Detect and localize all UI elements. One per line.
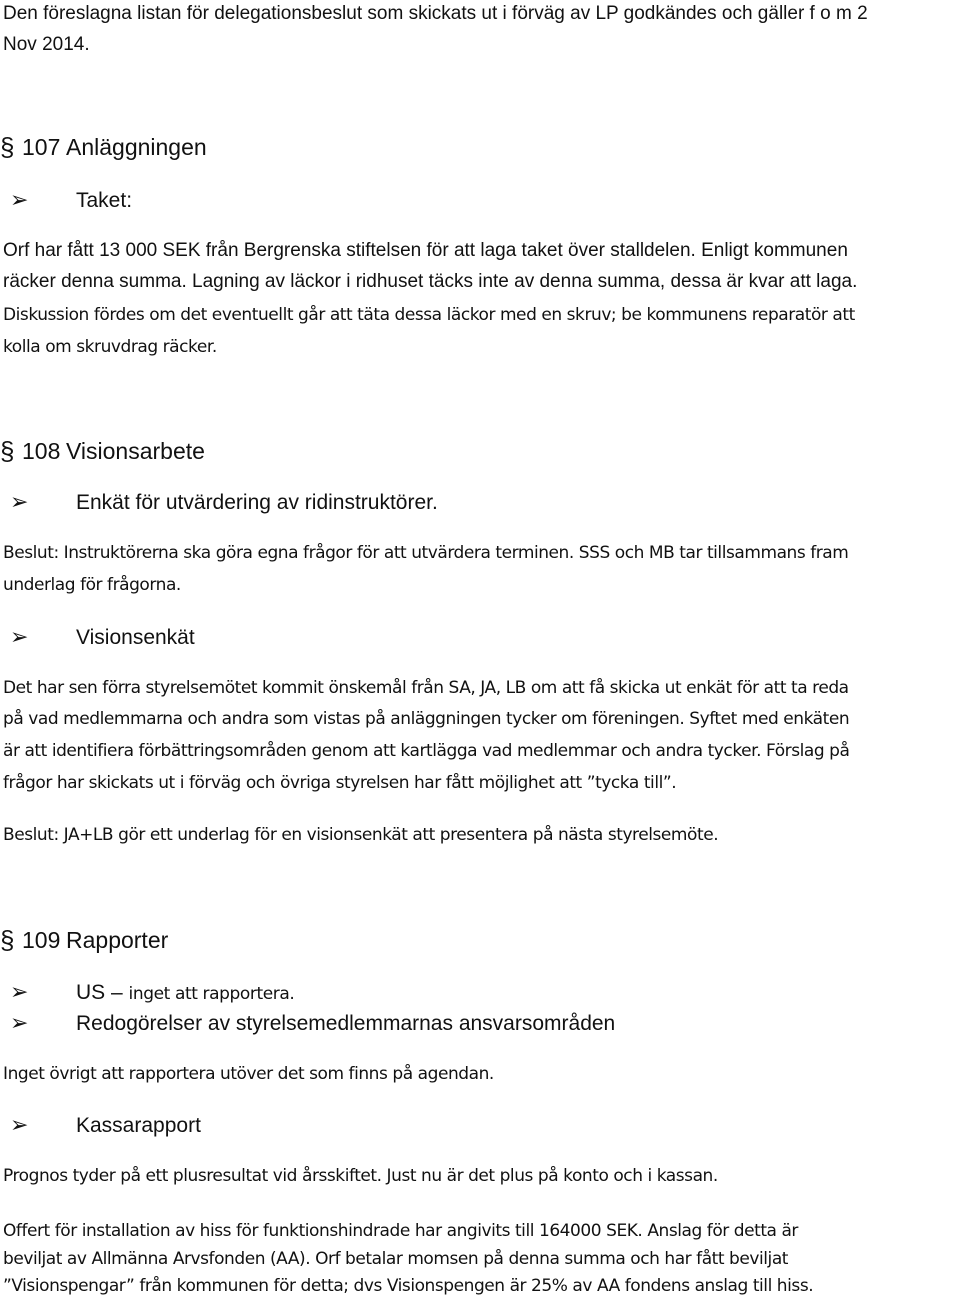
section-sign-icon: § [0, 925, 15, 955]
s108-p3: Beslut: JA+LB gör ett underlag för en visionsenkät att presentera på nästa styrelsemöte. [3, 825, 719, 845]
section-109-heading [0, 925, 168, 955]
s109-p2: Prognos tyder på ett plusresultat vid årsskiftet. Just nu är det plus på konto och i kassan. [3, 1166, 718, 1186]
s107-p1-line-2: räcker denna summa. Lagning av läckor i ridhuset täcks inte av denna summa, dessa är kvar att laga. [3, 271, 858, 292]
s108-p1-line-1: Beslut: Instruktörerna ska göra egna frågor för att utvärdera terminen. SSS och MB tar tillsammans fram [3, 543, 849, 563]
intro-line-1: Den föreslagna listan för delegationsbeslut som skickats ut i förväg av LP godkändes och gäller f o m 2 [3, 3, 868, 24]
arrow-bullet-icon: ➢ [10, 489, 29, 514]
section-number: 109 [22, 927, 61, 953]
arrow-bullet-icon: ➢ [10, 1010, 29, 1035]
section-number: 108 [22, 438, 61, 464]
arrow-bullet-icon: ➢ [10, 979, 29, 1004]
bullet-text: Kassarapport [76, 1114, 201, 1137]
arrow-bullet-icon: ➢ [10, 1112, 29, 1137]
s108-p1-line-2: underlag för frågorna. [3, 575, 181, 595]
bullet-text: US – [76, 981, 123, 1004]
section-title: Anläggningen [66, 134, 207, 160]
section-108-heading [0, 436, 205, 466]
bullet-subtext: inget att rapportera. [128, 984, 295, 1004]
s108-p2-line-4: frågor har skickats ut i förväg och övriga styrelsen har fått möjlighet att ”tycka till”. [3, 773, 677, 793]
s107-p1-line-4: kolla om skruvdrag räcker. [3, 337, 217, 357]
s109-p3-line-2: beviljat av Allmänna Arvsfonden (AA). Orf betalar momsen på denna summa och har fått beviljat [3, 1249, 789, 1269]
bullet-text: Enkät för utvärdering av ridinstruktörer. [76, 491, 438, 514]
section-sign-icon: § [0, 132, 15, 162]
section-title: Visionsarbete [66, 438, 205, 464]
bullet-text: Taket: [76, 189, 133, 212]
s108-p2-line-1: Det har sen förra styrelsemötet kommit önskemål från SA, JA, LB om att få skicka ut enkät för att ta reda [3, 678, 849, 698]
section-107-heading [0, 132, 207, 162]
bullet-kassarapport [10, 1111, 201, 1140]
s107-p1-line-3: Diskussion fördes om det eventuellt går att täta dessa läckor med en skruv; be kommunens reparatör att [3, 305, 855, 325]
section-sign-icon: § [0, 436, 15, 466]
s107-p1-line-1: Orf har fått 13 000 SEK från Bergrenska stiftelsen för att laga taket över stalldelen. Enligt kommunen [3, 240, 848, 261]
bullet-taket [10, 186, 132, 215]
bullet-enkat [10, 488, 438, 517]
s108-p2-line-2: på vad medlemmarna och andra som vistas på anläggningen tycker om föreningen. Syftet med enkäten [3, 709, 850, 729]
bullet-us [10, 978, 294, 1008]
arrow-bullet-icon: ➢ [10, 187, 29, 212]
s109-p3-line-1: Offert för installation av hiss för funktionshindrade har angivits till 164000 SEK. Anslag för detta är [3, 1221, 798, 1241]
bullet-redogorelser [10, 1009, 615, 1038]
section-title: Rapporter [66, 927, 169, 953]
intro-line-2: Nov 2014. [3, 34, 90, 55]
bullet-visionsenkat [10, 623, 195, 652]
bullet-text: Redogörelser av styrelsemedlemmarnas ansvarsområden [76, 1012, 616, 1035]
s109-p3-line-3: ”Visionspengar” från kommunen för detta; dvs Visionspengen är 25% av AA fondens anslag till hiss. [3, 1276, 814, 1296]
s108-p2-line-3: är att identifiera förbättringsområden genom att kartlägga vad medlemmar och andra tycker. Förslag på [3, 741, 850, 761]
s109-p1: Inget övrigt att rapportera utöver det som finns på agendan. [3, 1064, 494, 1084]
arrow-bullet-icon: ➢ [10, 624, 29, 649]
bullet-text: Visionsenkät [76, 626, 195, 649]
section-number: 107 [22, 134, 61, 160]
